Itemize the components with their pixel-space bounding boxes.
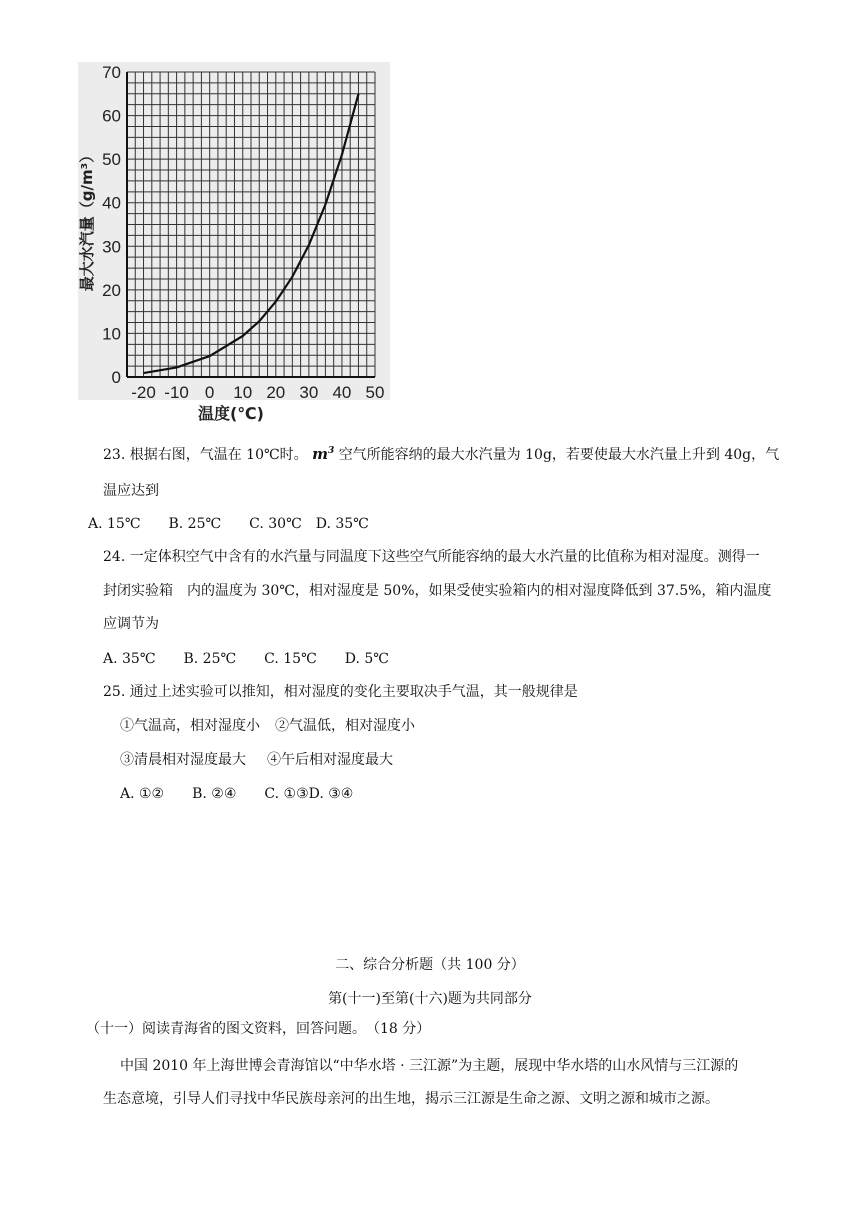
y-tick-label: 40	[102, 193, 121, 213]
x-tick-label: 50	[365, 383, 385, 402]
q23-unit	[312, 445, 334, 463]
y-tick-label: 60	[102, 106, 121, 126]
q25-item4: ④午后相对湿度最大	[267, 752, 393, 768]
q24-line2: 封闭实验箱 内的温度为 30℃，相对湿度是 50%，如果受使实验箱内的相对湿度降低到 37.5%，箱内温度	[103, 583, 772, 599]
q25-stem: 25. 通过上述实验可以推知，相对湿度的变化主要取决手气温，其一般规律是	[103, 684, 578, 700]
y-axis-label: 最大水汽量（g/m³）	[78, 147, 96, 292]
q24-line3: 应调节为	[103, 616, 159, 632]
y-tick-label: 70	[102, 63, 121, 82]
y-tick-label: 20	[102, 280, 121, 300]
x-tick-label: 0	[204, 383, 215, 402]
q24-line1: 24. 一定体积空气中含有的水汽量与同温度下这些空气所能容纳的最大水汽量的比值称为相对湿度。测得一	[103, 549, 760, 565]
x-tick-label: 20	[266, 383, 286, 402]
q25-item2: ②气温低，相对湿度小	[275, 718, 415, 734]
y-tick-label: 30	[102, 237, 121, 257]
q11-heading: （十一）阅读青海省的图文资料，回答问题。 （18 分）	[86, 1021, 431, 1037]
x-tick-label: 30	[299, 383, 319, 402]
y-tick-label: 50	[102, 150, 121, 170]
section-subtitle: 第(十一)至第(十六)题为共同部分	[328, 991, 532, 1007]
q24-options: A. 35℃ B. 25℃ C. 15℃ D. 5℃	[103, 651, 389, 667]
q23-options: A. 15℃ B. 25℃ C. 30℃ D. 35℃	[88, 516, 369, 532]
q25-options: A. ①② B. ②④ C. ①③D. ③④	[120, 786, 354, 802]
q23-unit-sup: 3	[327, 446, 335, 456]
x-tick-label: 40	[332, 383, 352, 402]
x-tick-label: -20	[131, 383, 156, 402]
q25-item3: ③清晨相对湿度最大	[120, 752, 246, 768]
y-tick-label: 10	[102, 324, 121, 344]
q23-stem-a: 23. 根据右图，气温在 10℃时。	[103, 447, 308, 463]
q25-item1: ①气温高，相对湿度小	[120, 718, 260, 734]
chart-svg	[78, 62, 390, 423]
x-axis-label: 温度(℃)	[197, 404, 265, 423]
humidity-chart	[78, 62, 390, 423]
q23-stem-line1	[103, 441, 779, 465]
y-tick-label: 0	[111, 368, 121, 387]
x-tick-label: 10	[233, 383, 253, 402]
section-title: 二、综合分析题（共 100 分）	[335, 957, 525, 973]
q23-stem-line2: 温应达到	[103, 483, 159, 499]
x-tick-label: -10	[164, 383, 189, 402]
q23-stem-b: 空气所能容纳的最大水汽量为 10g，若要使最大水汽量上升到 40g，气	[338, 447, 780, 463]
passage-line2: 生态意境，引导人们寻找中华民族母亲河的出生地，揭示三江源是生命之源、文明之源和城市之源。	[103, 1091, 719, 1107]
q23-unit-m: m	[312, 445, 328, 463]
passage-line1: 中国 2010 年上海世博会青海馆以“中华水塔 · 三江源”为主题，展现中华水塔的山水风情与三江源的	[120, 1058, 739, 1074]
